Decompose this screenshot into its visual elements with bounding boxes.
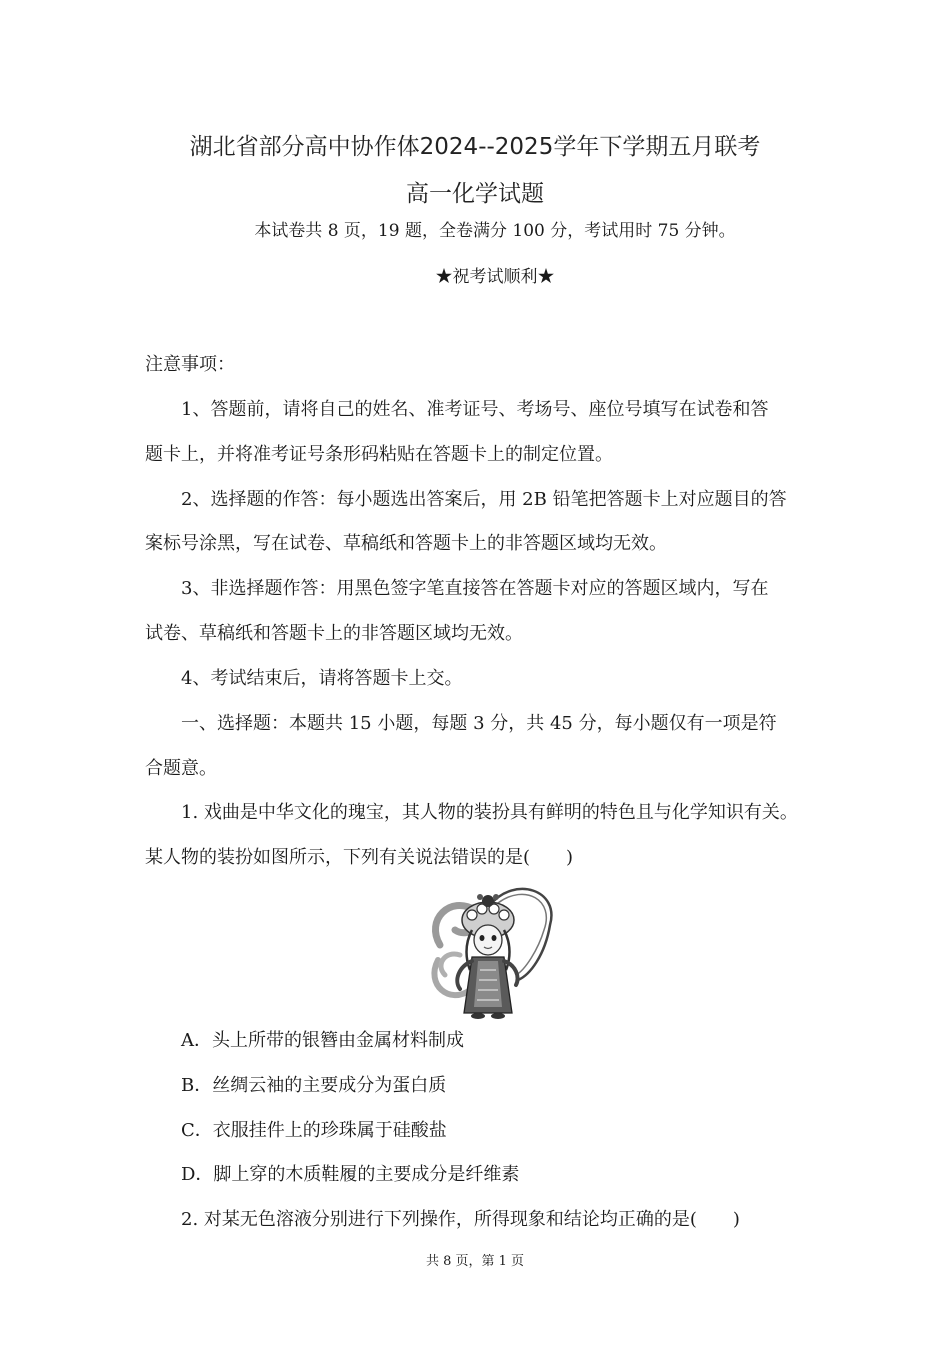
question-1-option-c: C．衣服挂件上的珍珠属于硅酸盐 xyxy=(181,1120,447,1141)
section-1-line-1: 一、选择题：本题共 15 小题，每题 3 分，共 45 分，每小题仅有一项是符 xyxy=(181,713,777,734)
question-1-option-d: D．脚上穿的木质鞋履的主要成分是纤维素 xyxy=(181,1164,520,1185)
note-4: 4、考试结束后，请将答题卡上交。 xyxy=(181,668,463,689)
notes-heading: 注意事项： xyxy=(145,354,235,375)
question-1-line-2: 某人物的装扮如图所示，下列有关说法错误的是( ) xyxy=(145,847,574,868)
exam-wish: ★祝考试顺利★ xyxy=(435,267,555,287)
section-1-line-2: 合题意。 xyxy=(145,758,217,779)
note-1-line-2: 题卡上，并将准考证号条形码粘贴在答题卡上的制定位置。 xyxy=(145,444,613,465)
page-footer: 共 8 页，第 1 页 xyxy=(425,1254,525,1269)
note-2-line-2: 案标号涂黑，写在试卷、草稿纸和答题卡上的非答题区域均无效。 xyxy=(145,533,667,554)
question-2-line-1: 2. 对某无色溶液分别进行下列操作，所得现象和结论均正确的是( ) xyxy=(181,1209,740,1230)
question-1-option-a: A．头上所带的银簪由金属材料制成 xyxy=(181,1030,464,1051)
page-title: 湖北省部分高中协作体2024--2025学年下学期五月联考 xyxy=(189,134,761,160)
question-1-line-1: 1. 戏曲是中华文化的瑰宝，其人物的装扮具有鲜明的特色且与化学知识有关。 xyxy=(181,802,798,823)
note-3-line-2: 试卷、草稿纸和答题卡上的非答题区域均无效。 xyxy=(145,623,523,644)
note-2-line-1: 2、选择题的作答：每小题选出答案后，用 2B 铅笔把答题卡上对应题目的答 xyxy=(181,489,787,510)
question-1-option-b: B．丝绸云袖的主要成分为蛋白质 xyxy=(181,1075,447,1096)
exam-subject: 高一化学试题 xyxy=(406,181,544,207)
note-3-line-1: 3、非选择题作答：用黑色签字笔直接答在答题卡对应的答题区域内，写在 xyxy=(181,578,769,599)
opera-character-illustration xyxy=(420,885,570,1025)
note-1-line-1: 1、答题前，请将自己的姓名、准考证号、考场号、座位号填写在试卷和答 xyxy=(181,399,769,420)
exam-intro: 本试卷共 8 页，19 题，全卷满分 100 分，考试用时 75 分钟。 xyxy=(254,221,736,241)
